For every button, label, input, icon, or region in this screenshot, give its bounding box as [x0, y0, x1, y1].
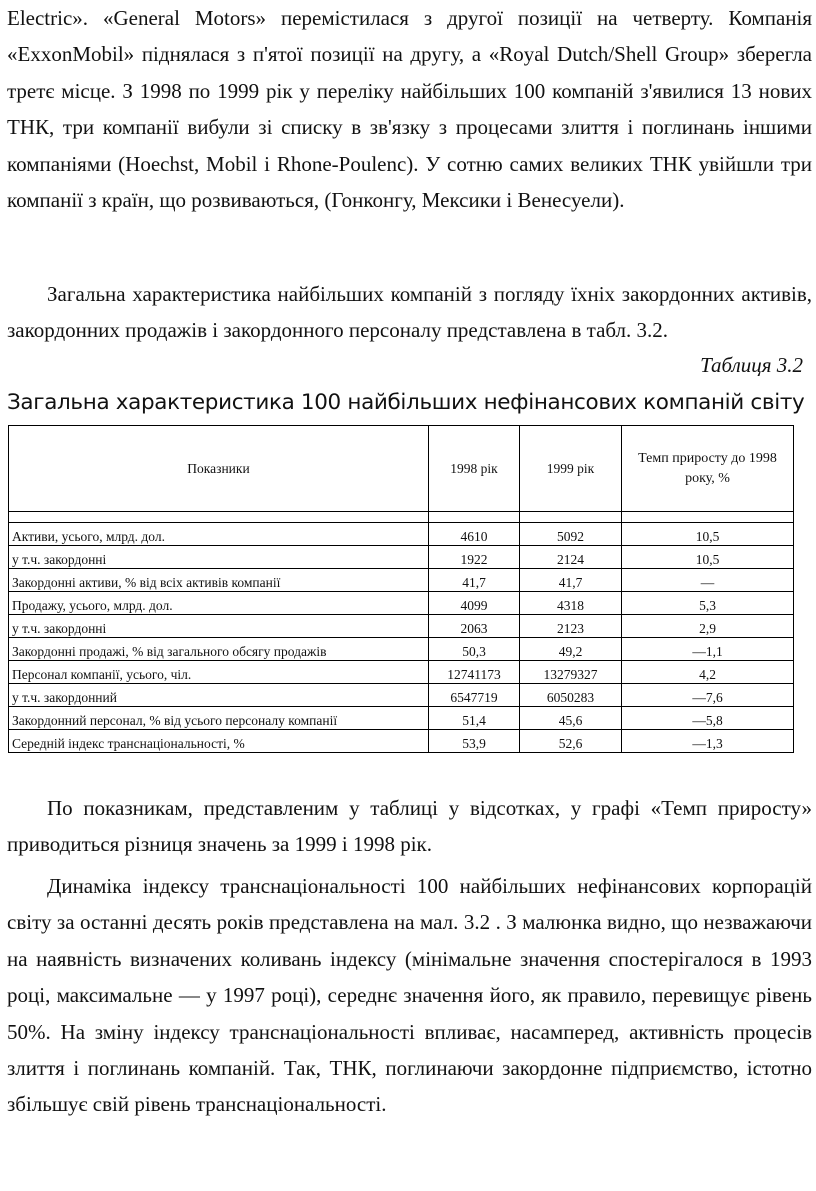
value-growth: 4,2	[622, 661, 794, 684]
value-1998: 4099	[429, 592, 520, 615]
value-growth: 2,9	[622, 615, 794, 638]
value-growth: —	[622, 569, 794, 592]
value-1998: 1922	[429, 546, 520, 569]
data-table	[8, 425, 794, 753]
table-row	[9, 592, 794, 615]
paragraph-index-dynamics: Динаміка індексу транснаціональності 100 найбільших нефінансових корпорацій світу за останні десять років представлена на мал. 3.2 . З малюнка видно, що незважаючи на наявність визначених коливань індексу (мінімальне значення спостерігалося в 1993 році, максимальне — у 1997 році), середнє значення його, як правило, перевищує рівень 50%. На зміну індексу транснаціональності впливає, насамперед, активність процесів злиття і поглинань компаній. Так, ТНК, поглинаючи закордонне підприємство, істотно збільшує свій рівень транснаціональності.	[7, 874, 812, 1117]
table-row	[9, 638, 794, 661]
row-indicator: Продажу, усього, млрд. дол.	[9, 592, 429, 615]
value-growth: —1,1	[622, 638, 794, 661]
header-indicator: Показники	[9, 426, 429, 512]
paragraph-table-intro: Загальна характеристика найбільших компаній з погляду їхніх закордонних активів, закордонних продажів і закордонного персоналу представлена в табл. 3.2.	[7, 282, 812, 343]
value-growth: —5,8	[622, 707, 794, 730]
row-indicator: Закордонні активи, % від всіх активів компанії	[9, 569, 429, 592]
value-1998: 12741173	[429, 661, 520, 684]
header-1998: 1998 рік	[429, 426, 520, 512]
value-1998: 50,3	[429, 638, 520, 661]
row-indicator: у т.ч. закордонні	[9, 546, 429, 569]
value-1998: 41,7	[429, 569, 520, 592]
table-row	[9, 684, 794, 707]
value-growth: 5,3	[622, 592, 794, 615]
table-row	[9, 661, 794, 684]
value-1998: 6547719	[429, 684, 520, 707]
value-1999: 2123	[520, 615, 622, 638]
value-1999: 49,2	[520, 638, 622, 661]
value-growth: 10,5	[622, 523, 794, 546]
paragraph-growth-note: По показникам, представленим у таблиці у відсотках, у графі «Темп приросту» приводиться різниця значень за 1999 і 1998 рік.	[7, 796, 812, 857]
table-row	[9, 569, 794, 592]
row-indicator: Персонал компанії, усього, чіл.	[9, 661, 429, 684]
value-growth: 10,5	[622, 546, 794, 569]
table-row	[9, 707, 794, 730]
row-indicator: Закордонні продажі, % від загального обсягу продажів	[9, 638, 429, 661]
value-1999: 41,7	[520, 569, 622, 592]
table-title: Загальна характеристика 100 найбільших нефінансових компаній світу	[7, 390, 805, 415]
value-1998: 53,9	[429, 730, 520, 753]
table-header-row	[9, 426, 794, 512]
row-indicator: у т.ч. закордонні	[9, 615, 429, 638]
row-indicator: Середній індекс транснаціональності, %	[9, 730, 429, 753]
value-1998: 2063	[429, 615, 520, 638]
value-1998: 4610	[429, 523, 520, 546]
table-number: Таблиця 3.2	[700, 353, 803, 377]
value-1998: 51,4	[429, 707, 520, 730]
value-1999: 45,6	[520, 707, 622, 730]
header-growth: Темп приросту до 1998 року, %	[622, 426, 794, 512]
table-row	[9, 615, 794, 638]
value-1999: 13279327	[520, 661, 622, 684]
value-1999: 52,6	[520, 730, 622, 753]
row-indicator: у т.ч. закордонний	[9, 684, 429, 707]
table-row	[9, 730, 794, 753]
table-row	[9, 546, 794, 569]
value-1999: 5092	[520, 523, 622, 546]
value-growth: —1,3	[622, 730, 794, 753]
table-row	[9, 523, 794, 546]
value-1999: 6050283	[520, 684, 622, 707]
row-indicator: Активи, усього, млрд. дол.	[9, 523, 429, 546]
table-spacer-row	[9, 512, 794, 523]
header-1999: 1999 рік	[520, 426, 622, 512]
paragraph-companies-ranking: Electric». «General Motors» перемістилася з другої позиції на четверту. Компанія «ExxonMobil» піднялася з п'ятої позиції на другу, а «Royal Dutch/Shell Group» зберегла третє місце. З 1998 по 1999 рік у переліку найбільших 100 компаній з'явилися 13 нових ТНК, три компанії вибули зі списку в зв'язку з процесами злиття і поглинань іншими компаніями (Hoechst, Mobil і Rhone-Poulenc). У сотню самих великих ТНК увійшли три компанії з країн, що розвиваються, (Гонконгу, Мексики і Венесуели).	[7, 6, 812, 213]
value-growth: —7,6	[622, 684, 794, 707]
value-1999: 2124	[520, 546, 622, 569]
row-indicator: Закордонний персонал, % від усього персоналу компанії	[9, 707, 429, 730]
value-1999: 4318	[520, 592, 622, 615]
